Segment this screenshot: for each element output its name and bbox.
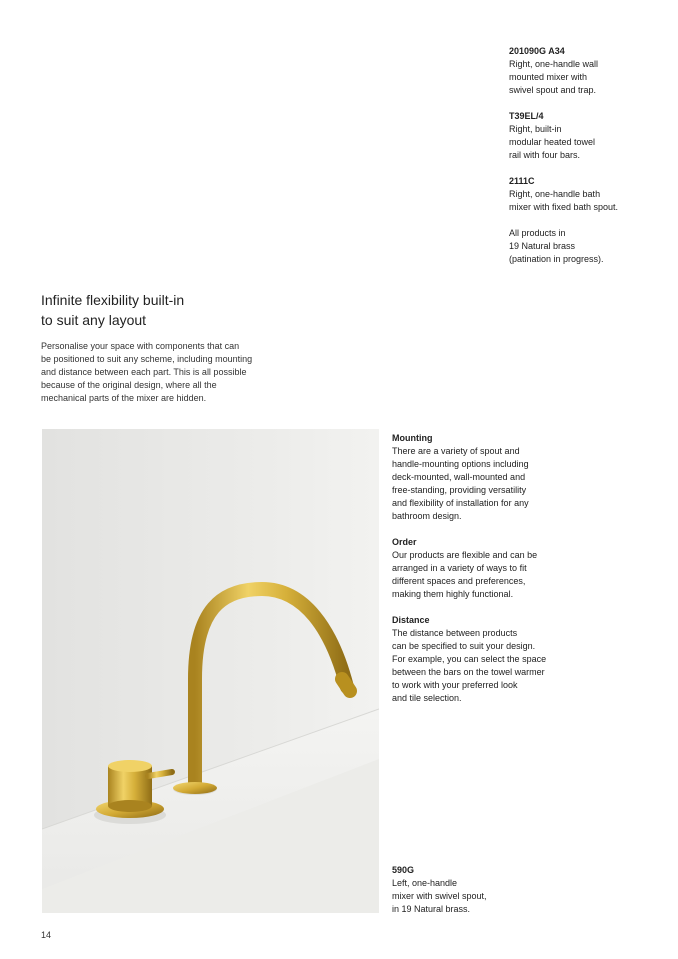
photo-caption xyxy=(392,864,542,916)
note-line: Right, one-handle bath xyxy=(509,189,601,199)
note-line: mixer with fixed bath spout. xyxy=(509,202,619,212)
note-line: Right, built-in xyxy=(509,124,562,134)
feature-line: The distance between products xyxy=(392,628,518,638)
product-notes xyxy=(509,45,659,279)
feature-line: Our products are flexible and can be xyxy=(392,550,538,560)
note-201090g xyxy=(509,45,659,97)
feature-distance xyxy=(392,614,572,705)
note-line: modular heated towel xyxy=(509,137,596,147)
handle-body-bottom xyxy=(108,800,152,812)
intro-line: mechanical parts of the mixer are hidden. xyxy=(41,393,207,403)
feature-title: Order xyxy=(392,537,417,547)
feature-line: different spaces and preferences, xyxy=(392,576,526,586)
note-code: 2111C xyxy=(509,176,535,186)
caption-line: mixer with swivel spout, xyxy=(392,891,487,901)
intro-line: and distance between each part. This is all possible xyxy=(41,367,247,377)
feature-title: Distance xyxy=(392,615,430,625)
feature-line: and flexibility of installation for any xyxy=(392,498,529,508)
caption-line: in 19 Natural brass. xyxy=(392,904,471,914)
feature-line: making them highly functional. xyxy=(392,589,514,599)
note-line: rail with four bars. xyxy=(509,150,581,160)
feature-line: deck-mounted, wall-mounted and xyxy=(392,472,526,482)
caption-code: 590G xyxy=(392,865,415,875)
note-line: mounted mixer with xyxy=(509,72,588,82)
feature-line: bathroom design. xyxy=(392,511,462,521)
feature-line: arranged in a variety of ways to fit xyxy=(392,563,527,573)
heading-line: to suit any layout xyxy=(41,312,147,328)
spout-base xyxy=(173,782,217,794)
note-2111c xyxy=(509,175,659,214)
feature-line: and tile selection. xyxy=(392,693,462,703)
note-line: (patination in progress). xyxy=(509,254,604,264)
spout-tip xyxy=(342,679,350,691)
caption-line: Left, one-handle xyxy=(392,878,458,888)
feature-mounting xyxy=(392,432,572,523)
section-heading xyxy=(41,290,184,330)
handle-top xyxy=(108,760,152,772)
page-number: 14 xyxy=(41,930,52,940)
feature-line: to work with your preferred look xyxy=(392,680,518,690)
note-line: 19 Natural brass xyxy=(509,241,576,251)
intro-line: because of the original design, where all the xyxy=(41,380,217,390)
feature-line: For example, you can select the space xyxy=(392,654,547,664)
feature-line: handle-mounting options including xyxy=(392,459,529,469)
note-material xyxy=(509,227,659,266)
feature-line: free-standing, providing versatility xyxy=(392,485,527,495)
feature-order xyxy=(392,536,572,601)
intro-line: Personalise your space with components that can xyxy=(41,341,240,351)
faucet-illustration xyxy=(42,429,379,913)
product-photo xyxy=(42,429,379,913)
feature-line: between the bars on the towel warmer xyxy=(392,667,545,677)
feature-line: can be specified to suit your design. xyxy=(392,641,536,651)
feature-line: There are a variety of spout and xyxy=(392,446,520,456)
intro-line: be positioned to suit any scheme, including mounting xyxy=(41,354,253,364)
intro-paragraph xyxy=(41,340,271,405)
note-t39el4 xyxy=(509,110,659,162)
note-line: Right, one-handle wall xyxy=(509,59,599,69)
note-code: T39EL/4 xyxy=(509,111,544,121)
feature-list xyxy=(392,432,572,718)
note-line: All products in xyxy=(509,228,566,238)
feature-title: Mounting xyxy=(392,433,433,443)
note-line: swivel spout and trap. xyxy=(509,85,597,95)
note-code: 201090G A34 xyxy=(509,46,565,56)
heading-line: Infinite flexibility built-in xyxy=(41,292,185,308)
handle-lever xyxy=(148,772,172,776)
